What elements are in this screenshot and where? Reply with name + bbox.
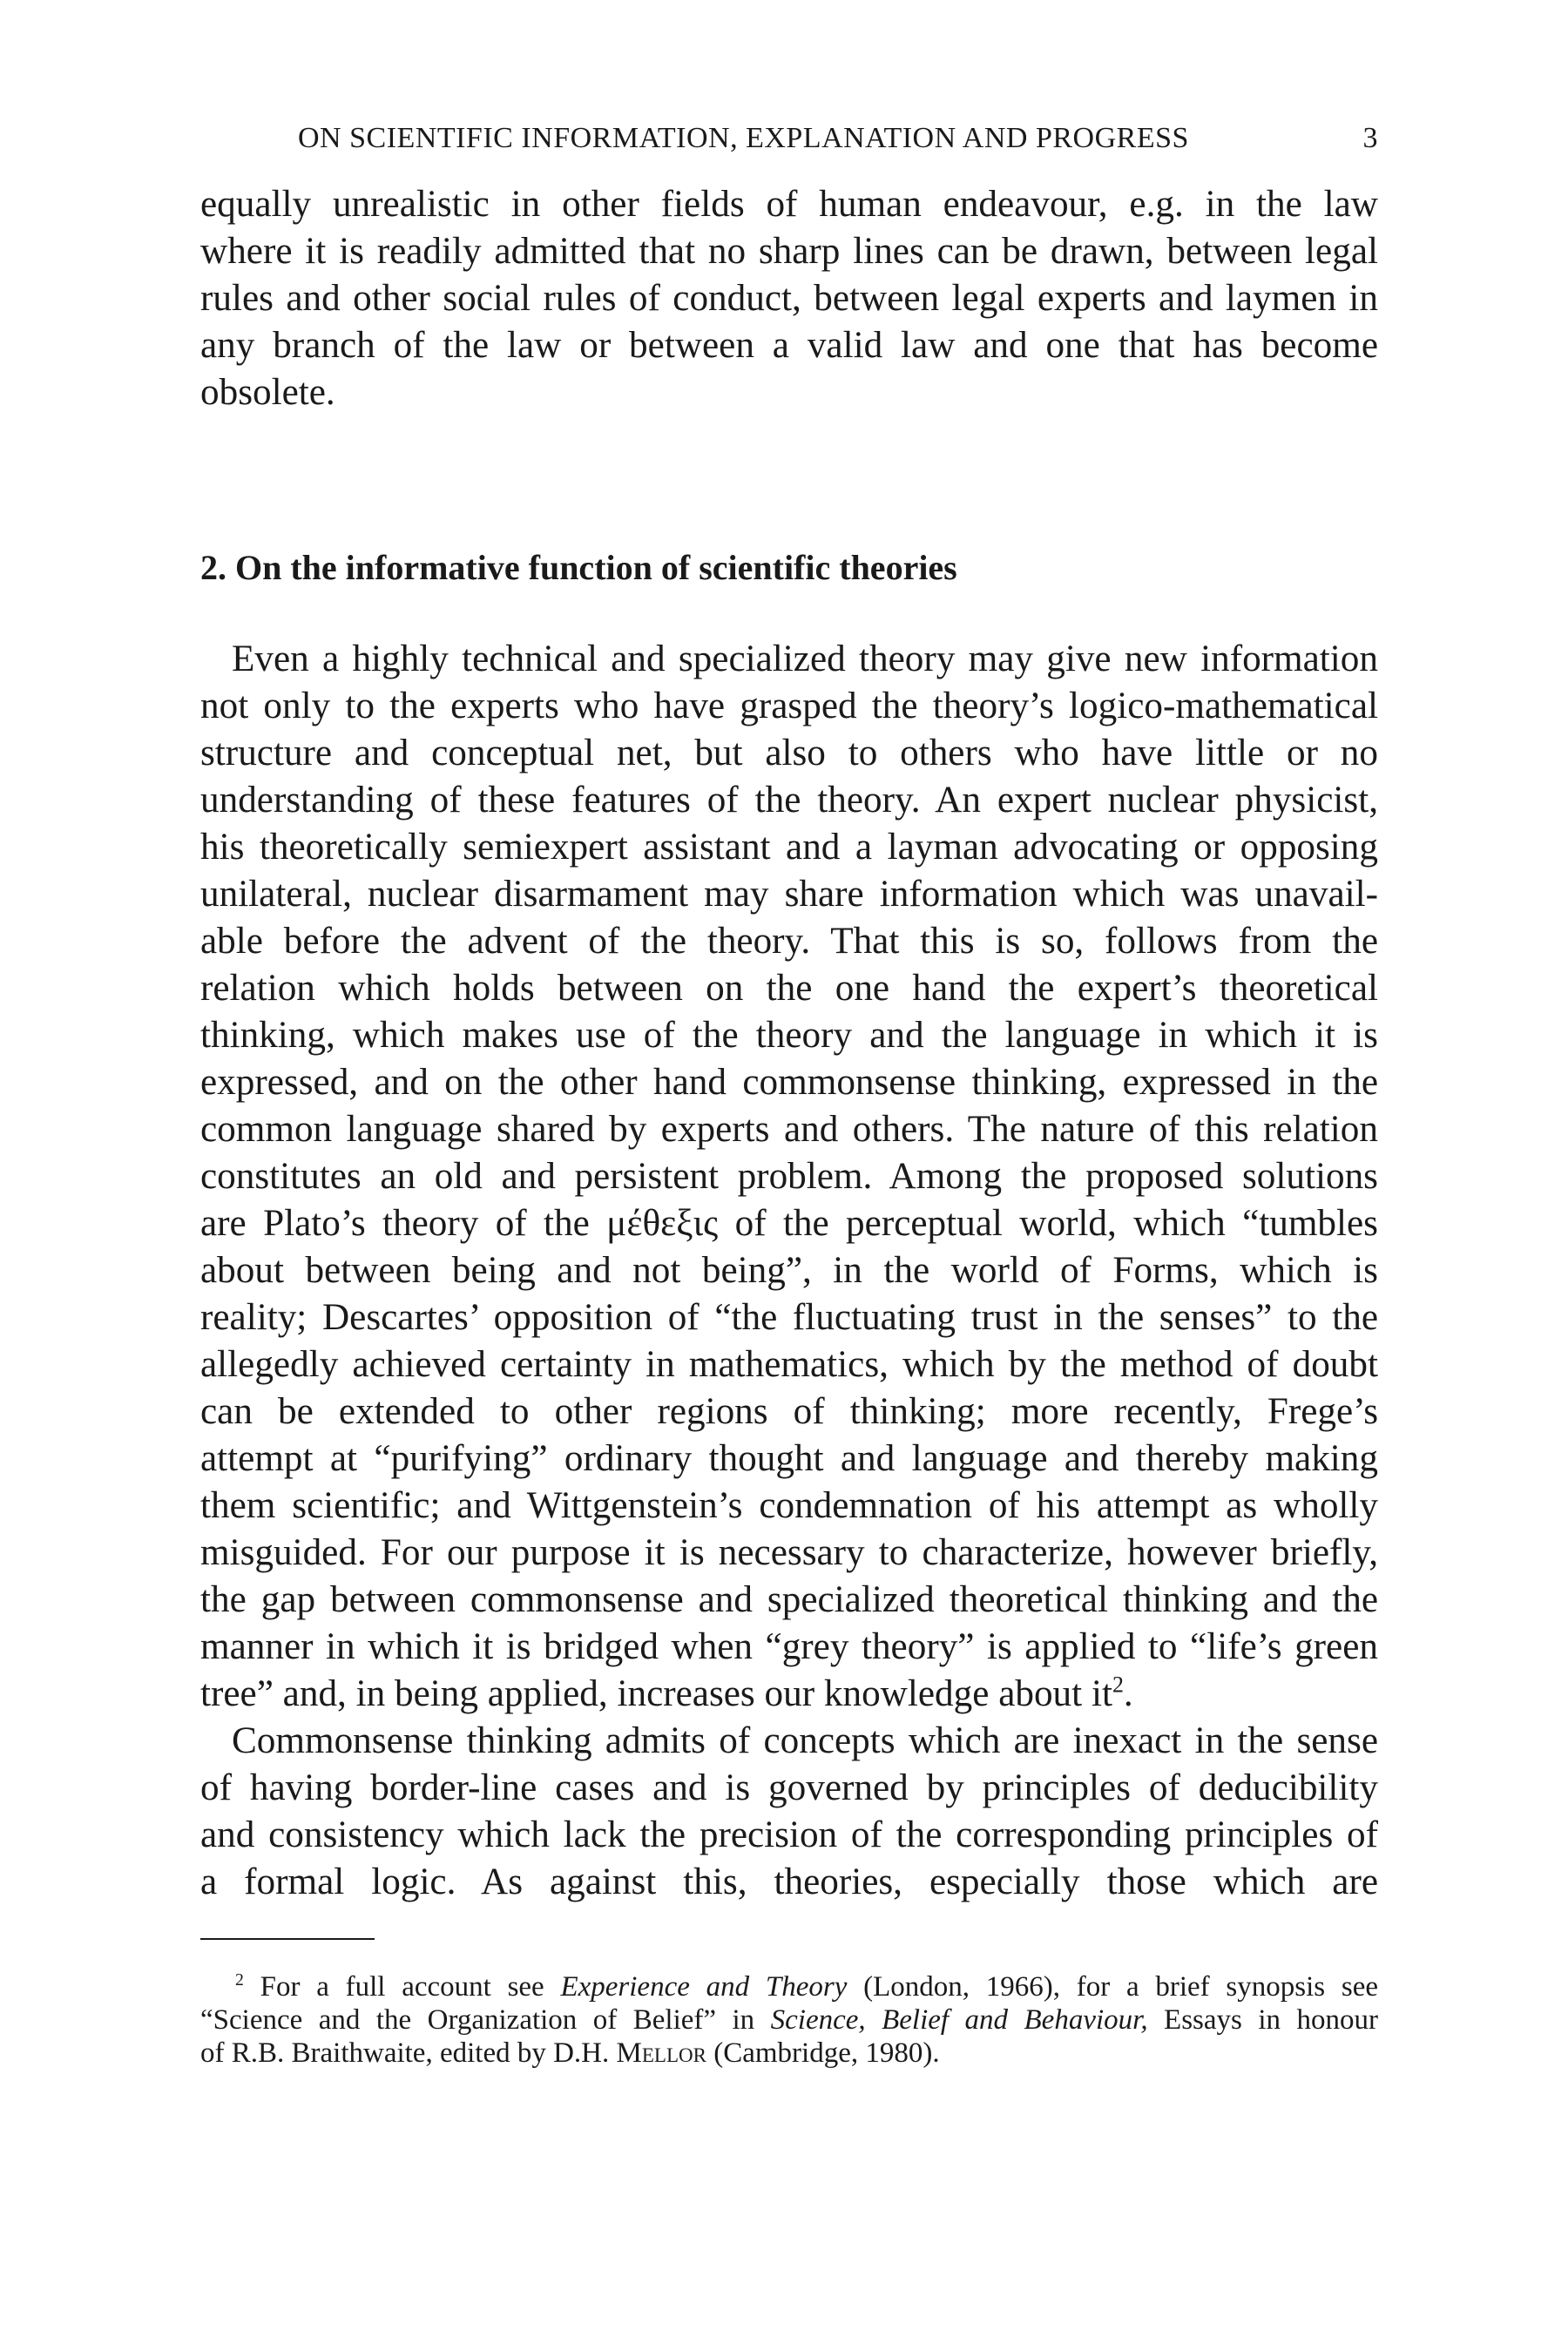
footnote-reference[interactable]: 2 [1112, 1672, 1124, 1698]
text-line: expressed, and on the other hand commonsense thinking, expressed in the [200, 1062, 1378, 1103]
footnote-number: 2 [235, 1970, 244, 1990]
text-line: the gap between commonsense and specialized theoretical thinking and the [200, 1579, 1378, 1620]
text-line: about between being and not being”, in the world of Forms, which is [200, 1250, 1378, 1291]
text-line: where it is readily admitted that no sharp lines can be drawn, between legal [200, 231, 1378, 272]
paragraph-2 [200, 636, 1378, 1718]
text-line: misguided. For our purpose it is necessary to characterize, however briefly, [200, 1532, 1378, 1573]
text-line: structure and conceptual net, but also to others who have little or no [200, 733, 1378, 774]
text-line: manner in which it is bridged when “grey theory” is applied to “life’s green [200, 1626, 1378, 1667]
book-title: Science, Belief and Behaviour, [770, 2004, 1148, 2036]
footnote-divider [200, 1938, 375, 1940]
text-line: Commonsense thinking admits of concepts which are inexact in the sense [232, 1720, 1378, 1761]
paragraph-3 [200, 1718, 1378, 1906]
footnote-text: (London, 1966), for a brief synopsis see [847, 1971, 1378, 2003]
text-line [200, 1671, 1378, 1718]
paragraph-1 [200, 181, 1378, 416]
text-line: reality; Descartes’ opposition of “the fluctuating trust in the senses” to the [200, 1297, 1378, 1338]
text-line: a formal logic. As against this, theories, especially those which are [200, 1861, 1378, 1902]
text-line: attempt at “purifying” ordinary thought and language and thereby making [200, 1438, 1378, 1479]
footnote-line [200, 2037, 1378, 2070]
text-line: are Plato’s theory of the μέθεξις of the perceptual world, which “tumbles [200, 1203, 1378, 1244]
text-line: obsolete. [200, 372, 335, 413]
text-line: rules and other social rules of conduct, between legal experts and laymen in [200, 278, 1378, 319]
footnote-text: For a full account see [243, 1971, 561, 2003]
text-line: them scientific; and Wittgenstein’s condemnation of his attempt as wholly [200, 1485, 1378, 1526]
text-line: can be extended to other regions of thinking; more recently, Frege’s [200, 1391, 1378, 1432]
author-name: Mellor [616, 2037, 706, 2069]
sentence-end: . [1123, 1673, 1133, 1714]
text-line: and consistency which lack the precision of the corresponding principles of [200, 1814, 1378, 1855]
text-line: his theoretically semiexpert assistant and a layman advocating or opposing [200, 827, 1378, 868]
text-line: unilateral, nuclear disarmament may share information which was unavail- [200, 874, 1378, 915]
footnote-text: of R.B. Braithwaite, edited by D.H. [200, 2037, 617, 2069]
text-line: Even a highly technical and specialized theory may give new information [232, 638, 1378, 679]
page-number: 3 [1362, 122, 1378, 154]
text-line: equally unrealistic in other fields of human endeavour, e.g. in the law [200, 184, 1378, 225]
text-line: able before the advent of the theory. That this is so, follows from the [200, 921, 1378, 962]
footnote-line [200, 2003, 1378, 2037]
text-line: understanding of these features of the theory. An expert nuclear physicist, [200, 780, 1378, 821]
footnote-text: Essays in honour [1147, 2004, 1378, 2036]
text-line: common language shared by experts and others. The nature of this relation [200, 1109, 1378, 1150]
running-head-title: ON SCIENTIFIC INFORMATION, EXPLANATION AND PROGRESS [298, 122, 1189, 154]
book-title: Experience and Theory [560, 1971, 848, 2003]
section-heading: 2. On the informative function of scientific theories [200, 548, 957, 587]
text-line: relation which holds between on the one hand the expert’s theoretical [200, 968, 1378, 1009]
footnote [200, 1970, 1378, 2070]
footnote-text: “Science and the Organization of Belief” in [200, 2004, 771, 2036]
text-line: constitutes an old and persistent problem. Among the proposed solutions [200, 1156, 1378, 1197]
text-line: not only to the experts who have grasped the theory’s logico-mathematical [200, 686, 1378, 726]
footnote-line [200, 1970, 1378, 2003]
text-line: any branch of the law or between a valid law and one that has become [200, 325, 1378, 366]
text-line: of having border-line cases and is governed by principles of deducibility [200, 1767, 1378, 1808]
text-line: allegedly achieved certainty in mathematics, which by the method of doubt [200, 1344, 1378, 1385]
text-line: thinking, which makes use of the theory and the language in which it is [200, 1015, 1378, 1056]
text-line-body: tree” and, in being applied, increases our knowledge about it [200, 1673, 1112, 1714]
footnote-text: (Cambridge, 1980). [706, 2037, 940, 2069]
